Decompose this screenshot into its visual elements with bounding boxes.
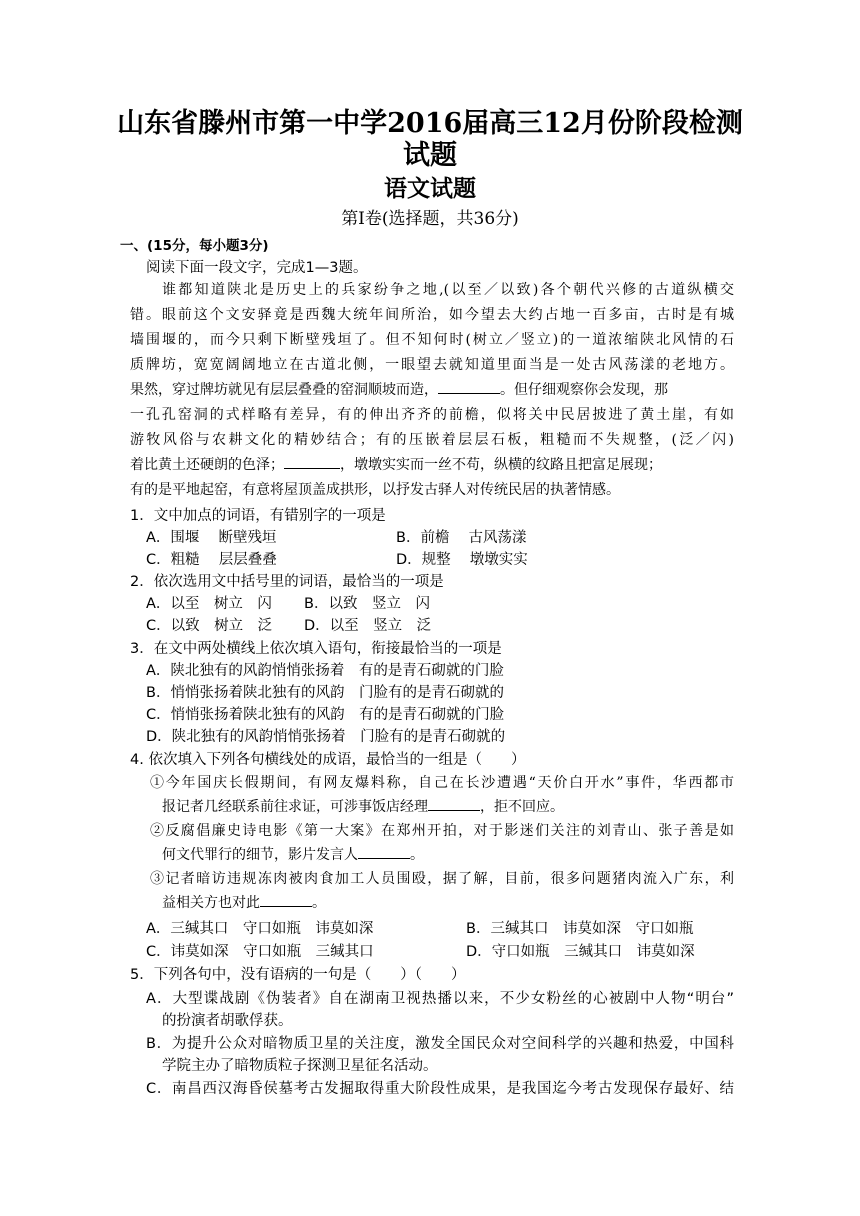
q5-option-a: A．大型谍战剧《伪装者》自在湖南卫视热播以来，不少女粉丝的心被剧中人物“明台”: [146, 991, 734, 1007]
passage-text: ，墩墩实实而一丝不苟，纵横的纹路且把富足展现；: [340, 457, 662, 473]
passage-text: 。但仔细观察你会发现，那: [500, 382, 668, 398]
q4-option-b: B．三缄其口 讳莫如深 守口如瓶: [466, 921, 694, 937]
passage-line: 一孔孔窑洞的式样略有差异，有的伸出齐齐的前檐，似将关中民居披进了黄土崖，有如: [130, 407, 734, 423]
fill-blank: [260, 892, 312, 907]
q2-option-c: C．以致 树立 泛: [146, 618, 273, 634]
q5-option-b: B．为提升公众对暗物质卫星的关注度，激发全国民众对空间科学的兴趣和热爱，中国科: [146, 1036, 734, 1052]
q2-option-a: A．以至 树立 闪: [146, 596, 272, 612]
q4-option-d: D．守口如瓶 三缄其口 讳莫如深: [466, 944, 695, 960]
q4-text: 益相关方也对此: [162, 895, 260, 911]
section-heading: 一、(15分，每小题3分): [120, 238, 269, 254]
q5-option-a-cont: 的扮演者胡歌俘获。: [162, 1013, 293, 1029]
exam-title-line1: 山东省滕州市第一中学2016届高三12月份阶段检测: [117, 108, 743, 139]
subject-title: 语文试题: [384, 175, 476, 202]
q4-text: 何文代罪行的细节，影片发言人: [162, 847, 358, 863]
q3-option-b: B．悄悄张扬着陕北独有的风韵 门脸有的是青石砌就的: [146, 685, 504, 701]
fill-blank: [438, 379, 500, 394]
q2-option-b: B．以致 竖立 闪: [304, 596, 430, 612]
q2-option-d: D．以至 竖立 泛: [304, 618, 432, 634]
q1-option-b: B．前檐 古风荡漾: [396, 530, 527, 546]
q3-option-c: C．悄悄张扬着陕北独有的风韵 有的是青石砌就的门脸: [146, 707, 505, 723]
q1-option-a: A．围堰 断壁残垣: [146, 530, 277, 546]
volume-title: 第Ⅰ卷(选择题，共36分): [341, 209, 519, 229]
q4-sentence-2: ②反腐倡廉史诗电影《第一大案》在郑州开拍，对于影迷们关注的刘青山、张子善是如: [150, 823, 734, 839]
q1-option-c: C．粗糙 层层叠叠: [146, 552, 277, 568]
q3-option-a: A．陕北独有的风韵悄悄张扬着 有的是青石砌就的门脸: [146, 663, 504, 679]
q4-sentence-1: ①今年国庆长假期间，有网友爆料称，自己在长沙遭遇“天价白开水”事件，华西都市: [150, 775, 734, 791]
question-5-stem: 5．下列各句中，没有语病的一句是（ ）（ ）: [130, 967, 466, 983]
passage-line: [130, 379, 668, 401]
q1-option-d: D．规整 墩墩实实: [396, 552, 528, 568]
q4-sentence-3-cont: [162, 892, 326, 914]
passage-text: 果然，穿过牌坊就见有层层叠叠的窑洞顺坡而造，: [130, 382, 438, 398]
fill-blank: [428, 796, 480, 811]
passage-line: 墙围堰的，而今只剩下断壁残垣了。但不知何时(树立／竖立)的一道浓缩陕北风情的石: [130, 332, 734, 348]
q4-sentence-1-cont: [162, 796, 564, 818]
q4-text: 。: [312, 895, 326, 911]
passage-text: 着比黄土还硬朗的色泽；: [130, 457, 284, 473]
q5-option-c: C．南昌西汉海昏侯墓考古发掘取得重大阶段性成果，是我国迄今考古发现保存最好、结: [146, 1081, 734, 1097]
q4-option-a: A．三缄其口 守口如瓶 讳莫如深: [146, 921, 374, 937]
passage-line: 谁都知道陕北是历史上的兵家纷争之地,(以至／以致)各个朝代兴修的古道纵横交: [162, 282, 734, 298]
question-2-stem: 2．依次选用文中括号里的词语，最恰当的一项是: [130, 574, 444, 590]
question-3-stem: 3．在文中两处横线上依次填入语句，衔接最恰当的一项是: [130, 641, 502, 657]
fill-blank: [284, 454, 340, 469]
exam-title-line2: 试题: [403, 140, 457, 171]
q4-sentence-2-cont: [162, 844, 424, 866]
passage-line: [130, 454, 662, 476]
q3-option-d: D．陕北独有的风韵悄悄张扬着 门脸有的是青石砌就的: [146, 729, 506, 745]
passage-line: 错。眼前这个文安驿竟是西魏大统年间所治，如今望去大约占地一百多亩，古时是有城: [130, 307, 734, 323]
question-4-stem: 4. 依次填入下列各句横线处的成语，最恰当的一组是（ ）: [130, 752, 526, 768]
section-instruction: 阅读下面一段文字，完成1—3题。: [146, 260, 368, 276]
fill-blank: [358, 844, 410, 859]
passage-line: 质牌坊，宽宽阔阔地立在古道北侧，一眼望去就知道里面当是一处古风荡漾的老地方。: [130, 357, 734, 373]
q4-text: 报记者几经联系前往求证，可涉事饭店经理: [162, 799, 428, 815]
passage-line: 有的是平地起窑，有意将屋顶盖成拱形，以抒发古驿人对传统民居的执著情感。: [130, 482, 620, 498]
question-1-stem: 1．文中加点的词语，有错别字的一项是: [130, 508, 386, 524]
q4-option-c: C．讳莫如深 守口如瓶 三缄其口: [146, 944, 374, 960]
passage-line: 游牧风俗与农耕文化的精妙结合；有的压嵌着层层石板，粗糙而不失规整，(泛／闪): [130, 432, 734, 448]
q4-text: 。: [410, 847, 424, 863]
q4-text: ，拒不回应。: [480, 799, 564, 815]
q4-sentence-3: ③记者暗访违规冻肉被肉食加工人员围殴，据了解，目前，很多问题猪肉流入广东，利: [150, 871, 734, 887]
q5-option-b-cont: 学院主办了暗物质粒子探测卫星征名活动。: [162, 1058, 438, 1074]
